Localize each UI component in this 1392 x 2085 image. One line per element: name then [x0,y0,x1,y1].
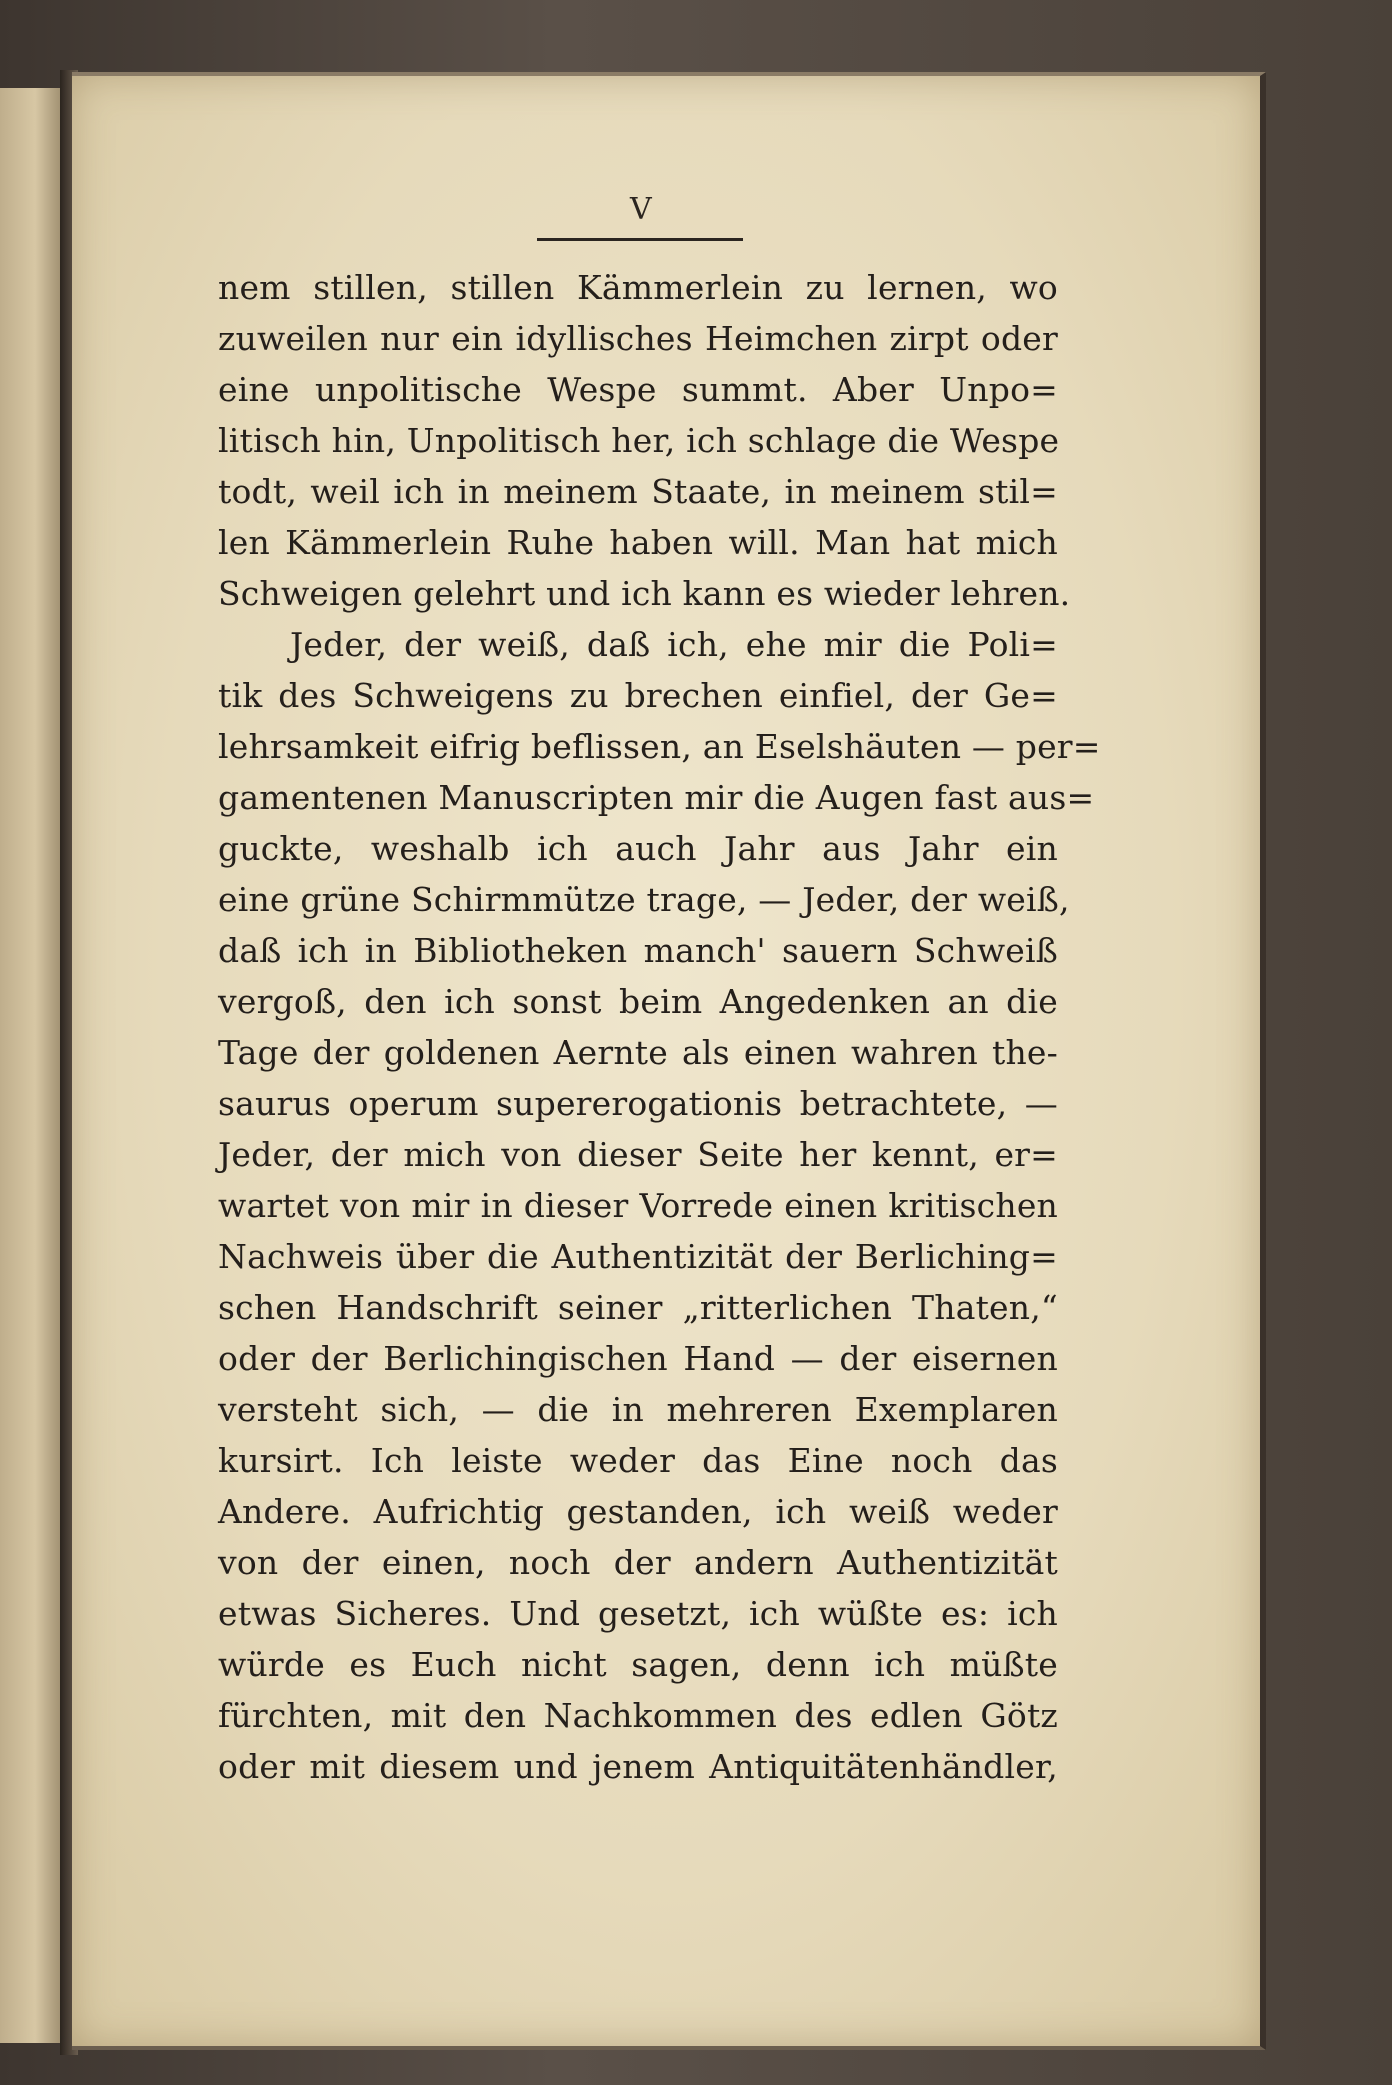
text-line: eine grüne Schirmmütze trage, — Jeder, der weiß, [218,880,1070,919]
text-line: Jeder, der mich von dieser Seite her kennt, er= [218,1135,1058,1174]
body-text [218,262,1101,1792]
text-line: Tage der goldenen Aernte als einen wahren the- [218,1033,1058,1072]
text-line: kursirt. Ich leiste weder das Eine noch das [218,1441,1058,1480]
header-rule [537,238,743,241]
text-line: von der einen, noch der andern Authentizität [218,1543,1058,1582]
text-line: schen Handschrift seiner „ritterlichen Thaten,“ [218,1288,1058,1327]
text-line: saurus operum supererogationis betrachtete, — [218,1084,1058,1123]
facing-page-edge [0,88,67,2043]
text-line: litisch hin, Unpolitisch her, ich schlage die Wespe [218,421,1060,460]
text-line: eine unpolitische Wespe summt. Aber Unpo= [218,370,1058,409]
text-line: zuweilen nur ein idyllisches Heimchen zirpt oder [218,319,1058,358]
text-line: lehrsamkeit eifrig beflissen, an Eselshäuten — per= [218,727,1101,766]
text-line: daß ich in Bibliotheken manch' sauern Schweiß [218,931,1058,970]
text-line: guckte, weshalb ich auch Jahr aus Jahr ein [218,829,1058,868]
text-line: versteht sich, — die in mehreren Exemplaren [218,1390,1058,1429]
text-line: len Kämmerlein Ruhe haben will. Man hat mich [218,523,1058,562]
text-line: Schweigen gelehrt und ich kann es wieder lehren. [218,574,1071,613]
text-line: etwas Sicheres. Und gesetzt, ich wüßte es: ich [218,1594,1058,1633]
text-line: fürchten, mit den Nachkommen des edlen Götz [218,1696,1058,1735]
text-line: nem stillen, stillen Kämmerlein zu lernen, wo [218,268,1058,307]
text-line: Nachweis über die Authentizität der Berliching= [218,1237,1058,1276]
text-line: oder mit diesem und jenem Antiquitätenhändler, [218,1747,1058,1786]
text-line: würde es Euch nicht sagen, denn ich müßte [218,1645,1058,1684]
page-number: V [630,192,652,227]
text-line: wartet von mir in dieser Vorrede einen kritischen [218,1186,1058,1225]
text-line: oder der Berlichingischen Hand — der eisernen [218,1339,1058,1378]
text-line: vergoß, den ich sonst beim Angedenken an die [218,982,1058,1021]
text-line: gamentenen Manuscripten mir die Augen fast aus= [218,778,1095,817]
text-line: todt, weil ich in meinem Staate, in meinem stil= [218,472,1058,511]
text-line: tik des Schweigens zu brechen einfiel, der Ge= [218,676,1058,715]
text-line: Andere. Aufrichtig gestanden, ich weiß weder [218,1492,1058,1531]
text-line-paragraph-start: Jeder, der weiß, daß ich, ehe mir die Poli= [290,625,1058,664]
